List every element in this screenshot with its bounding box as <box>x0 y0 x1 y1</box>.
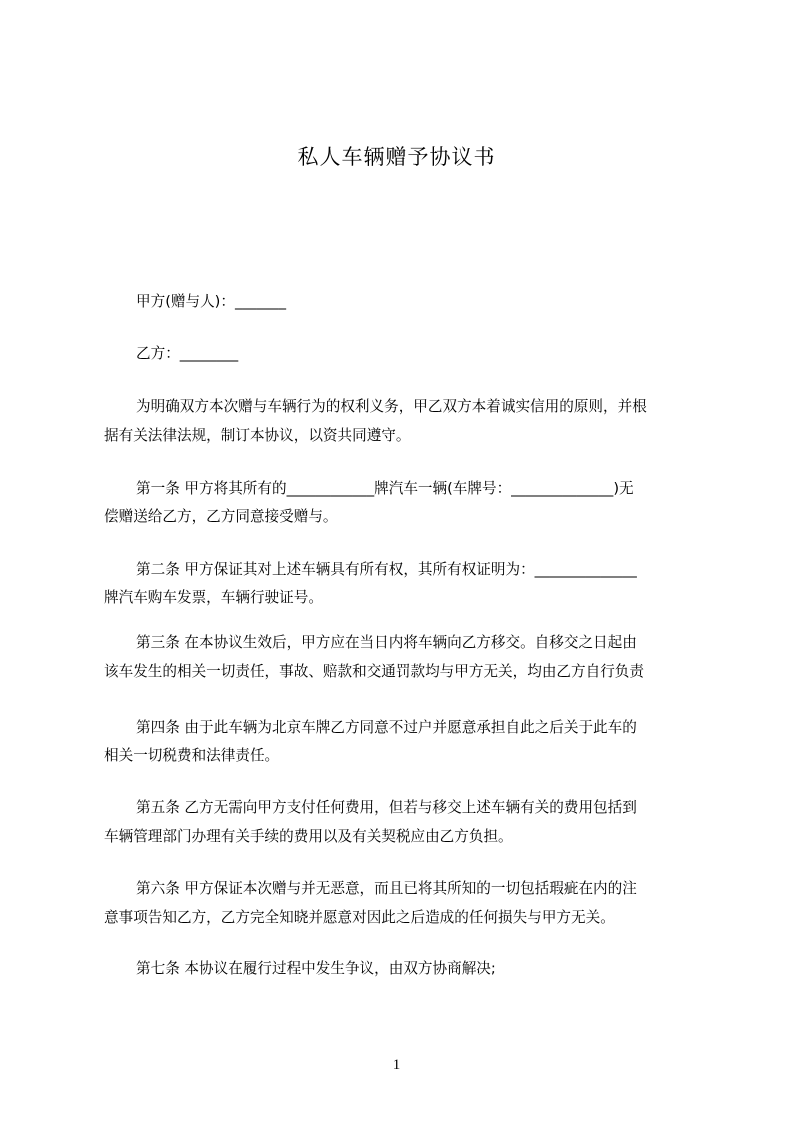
article-4-line-1: 第四条 由于此车辆为北京车牌乙方同意不过户并愿意承担自此之后关于此车的 <box>136 719 637 736</box>
article-7-line-1: 第七条 本协议在履行过程中发生争议，由双方协商解决; <box>136 960 496 977</box>
article-2-line-1: 第二条 甲方保证其对上述车辆具有所有权，其所有权证明为：______________ <box>136 561 637 578</box>
article-5-line-2: 车辆管理部门办理有关手续的费用以及有关契税应由乙方负担。 <box>104 828 513 845</box>
article-1-line-1: 第一条 甲方将其所有的____________牌汽车一辆(车牌号：______________)无 <box>136 480 634 497</box>
article-3-line-2: 该车发生的相关一切责任，事故、赔款和交通罚款均与甲方无关，均由乙方自行负责 <box>104 663 644 680</box>
party-a-line: 甲方(赠与人)：_______ <box>136 293 287 310</box>
article-1-line-2: 偿赠送给乙方，乙方同意接受赠与。 <box>104 508 338 525</box>
preamble-line-2: 据有关法律法规，制订本协议，以资共同遵守。 <box>104 427 411 444</box>
article-5-line-1: 第五条 乙方无需向甲方支付任何费用，但若与移交上述车辆有关的费用包括到 <box>136 799 637 816</box>
article-6-line-2: 意事项告知乙方，乙方完全知晓并愿意对因此之后造成的任何损失与甲方无关。 <box>104 909 615 926</box>
party-b-line: 乙方：________ <box>136 345 239 362</box>
article-6-line-1: 第六条 甲方保证本次赠与并无恶意，而且已将其所知的一切包括瑕疵在内的注 <box>136 880 637 897</box>
article-3-line-1: 第三条 在本协议生效后，甲方应在当日内将车辆向乙方移交。自移交之日起由 <box>136 634 637 651</box>
preamble-line-1: 为明确双方本次赠与车辆行为的权利义务，甲乙双方本着诚实信用的原则，并根 <box>136 398 647 415</box>
article-4-line-2: 相关一切税费和法律责任。 <box>104 747 280 764</box>
page-number: 1 <box>392 1057 401 1073</box>
article-2-line-2: 牌汽车购车发票，车辆行驶证号。 <box>104 589 323 606</box>
document-title: 私人车辆赠予协议书 <box>297 145 496 169</box>
